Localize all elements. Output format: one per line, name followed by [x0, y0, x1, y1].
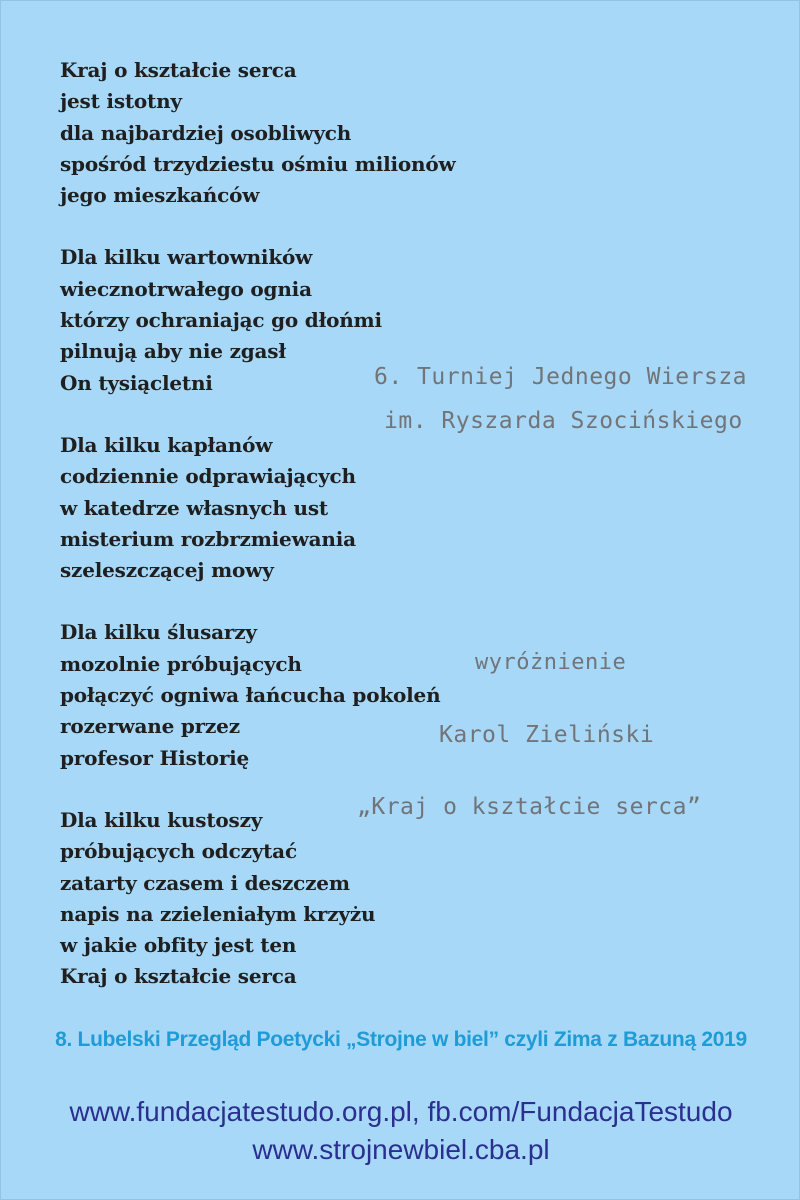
poem-line: rozerwane przez [60, 714, 240, 739]
poem-line: Dla kilku ślusarzy [60, 620, 257, 645]
stamp-tournament-name: 6. Turniej Jednego Wiersza [374, 364, 748, 390]
stamp-poem-title: „Kraj o kształcie serca” [357, 794, 702, 820]
poem-line: jest istotny [60, 89, 182, 114]
poem-line: Kraj o kształcie serca [60, 964, 297, 989]
poem-line: Dla kilku kapłanów [60, 432, 273, 457]
poem-line: misterium rozbrzmiewania [60, 526, 356, 551]
poem-line: próbujących odczytać [60, 839, 297, 864]
poem-stanza [60, 617, 520, 773]
poem-line: mozolnie próbujących [60, 651, 302, 676]
event-title: 8. Lubelski Przegląd Poetycki „Strojne w biel” czyli Zima z Bazuną 2019 [55, 1028, 747, 1051]
poem-line: Kraj o kształcie serca [60, 58, 297, 82]
stamp-tournament-patron: im. Ryszarda Szocińskiego [384, 408, 743, 434]
poem-line: zatarty czasem i deszczem [60, 870, 350, 895]
poem-line: profesor Historię [60, 745, 250, 770]
poem-line: On tysiącletni [60, 370, 213, 395]
poem-line: w katedrze własnych ust [60, 495, 328, 520]
stamp-author: Karol Zieliński [439, 722, 655, 748]
poem [60, 55, 520, 1024]
poem-line: Dla kilku wartowników [60, 245, 313, 270]
poem-line: napis na zzieleniałym krzyżu [60, 901, 376, 926]
poem-line: jego mieszkańców [60, 183, 260, 208]
poem-line: Dla kilku kustoszy [60, 807, 263, 832]
poem-stanza [60, 805, 520, 993]
website-link-primary[interactable]: www.fundacjatestudo.org.pl, fb.com/FundacjaTestudo [69, 1096, 733, 1127]
poem-line: szeleszczącej mowy [60, 558, 274, 583]
stamp-award: wyróżnienie [475, 650, 627, 675]
poem-line: spośród trzydziestu ośmiu milionów [60, 151, 456, 176]
poem-line: w jakie obfity jest ten [60, 933, 297, 958]
website-link-secondary[interactable]: www.strojnewbiel.cba.pl [252, 1134, 550, 1165]
poem-line: którzy ochraniając go dłońmi [60, 308, 382, 333]
website-links [1, 1093, 800, 1169]
poem-stanza [60, 55, 520, 211]
poem-line: połączyć ogniwa łańcucha pokoleń [60, 683, 441, 708]
poem-line: codziennie odprawiających [60, 464, 356, 489]
poem-line: pilnują aby nie zgasł [60, 339, 286, 364]
poem-line: wiecznotrwałego ognia [60, 276, 312, 301]
poem-line: dla najbardziej osobliwych [60, 120, 352, 145]
poem-stanza [60, 430, 520, 586]
